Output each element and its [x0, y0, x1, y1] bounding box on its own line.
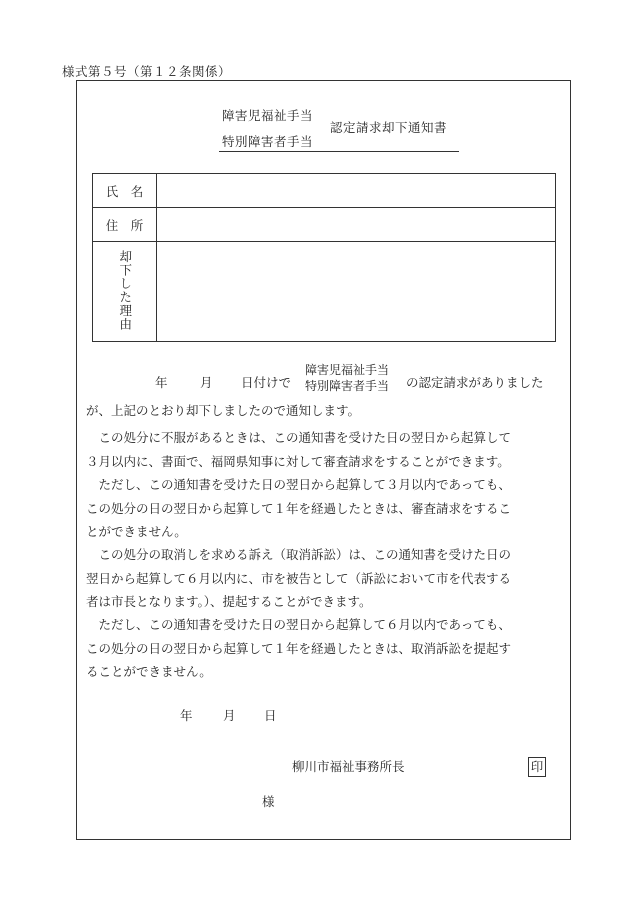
form-number-label: 様式第５号（第１２条関係）: [62, 64, 232, 79]
paragraph-appeal: [86, 426, 561, 473]
notice-line1-tail: の認定請求がありました: [406, 375, 544, 390]
issuer-name: 柳川市福祉事務所長: [292, 759, 405, 774]
notice-line2: が、上記のとおり却下しましたので通知します。: [86, 403, 361, 418]
name-field[interactable]: [157, 174, 556, 208]
reason-row: [93, 242, 556, 342]
address-row: [93, 208, 556, 242]
title-allowance-special-disabled: 特別障害者手当: [222, 134, 314, 149]
paragraph-line: この処分の日の翌日から起算して１年を経過したときは、審査請求をするこ: [86, 500, 512, 516]
notice-year: 年: [155, 375, 168, 390]
paragraph-line: この処分の日の翌日から起算して１年を経過したときは、取消訴訟を提起す: [86, 640, 512, 656]
paragraph-line: ３月以内に、書面で、福岡県知事に対して審査請求をすることができます。: [86, 453, 510, 469]
paragraph-appeal-limit: [86, 473, 561, 544]
reason-label-cell: [93, 242, 157, 342]
paragraph-line: ただし、この通知書を受けた日の翌日から起算して６月以内であっても、: [86, 617, 511, 632]
name-row: [93, 174, 556, 208]
reason-label: 却下した理由: [117, 249, 133, 331]
notice-allowance-1: 障害児福祉手当: [305, 363, 390, 377]
paragraph-lawsuit: [86, 543, 561, 614]
notice-month: 月: [200, 375, 213, 390]
paragraph-line: とができません。: [86, 524, 187, 539]
issue-date-year: 年: [180, 708, 193, 723]
notice-allowance-2: 特別障害者手当: [305, 379, 390, 393]
recipient-info-table: [92, 173, 556, 342]
address-field[interactable]: [157, 208, 556, 242]
paragraph-line: 翌日から起算して６月以内に、市を被告として（訴訟において市を代表する: [86, 570, 512, 586]
paragraph-line: ることができません。: [86, 664, 212, 679]
name-label: 氏 名: [93, 174, 157, 208]
document-title: 認定請求却下通知書: [330, 120, 448, 135]
issue-date-month: 月: [223, 708, 236, 723]
issue-date-day: 日: [264, 708, 277, 723]
title-allowance-disabled-child: 障害児福祉手当: [222, 108, 314, 123]
paragraph-line: ただし、この通知書を受けた日の翌日から起算して３月以内であっても、: [86, 477, 511, 492]
reason-field[interactable]: [157, 242, 556, 342]
paragraph-lawsuit-limit: [86, 613, 561, 684]
paragraph-line: 者は市長となります。）、提起することができます。: [86, 594, 372, 609]
address-label: 住 所: [93, 208, 157, 242]
seal-mark: 印: [528, 757, 546, 777]
notice-day-attached: 日付けで: [241, 375, 292, 390]
recipient-honorific: 様: [262, 794, 275, 809]
title-underline: [219, 151, 459, 152]
paragraph-line: この処分に不服があるときは、この通知書を受けた日の翌日から起算して: [86, 430, 512, 445]
paragraph-line: この処分の取消しを求める訴え（取消訴訟）は、この通知書を受けた日の: [86, 547, 512, 562]
